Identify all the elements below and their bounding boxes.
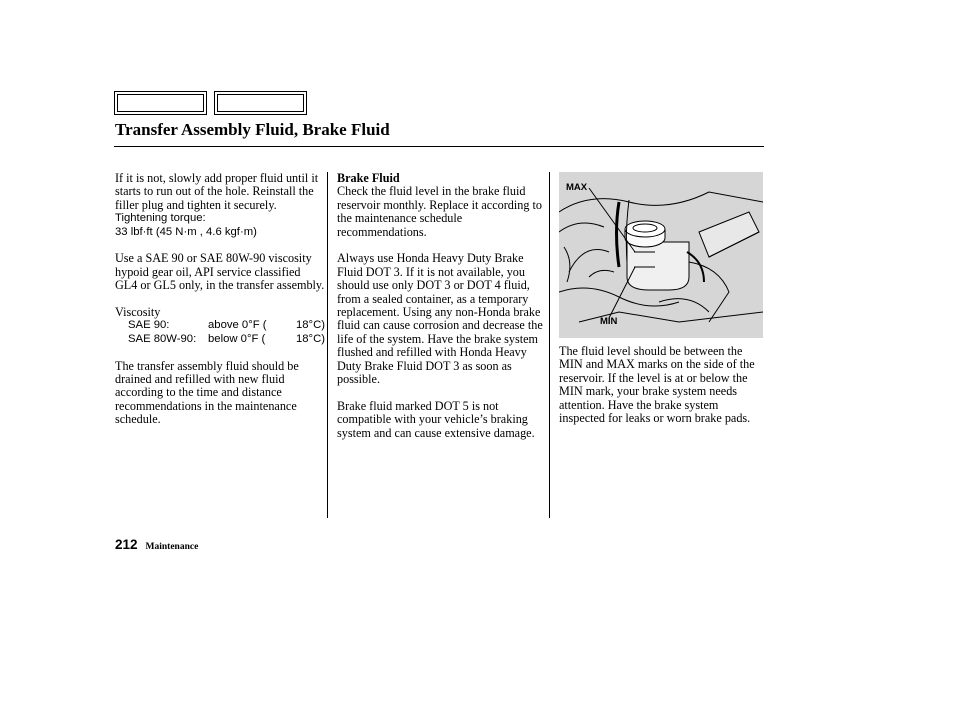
viscosity-label: Viscosity (115, 305, 161, 320)
engine-bay-drawing (559, 172, 763, 338)
page-number: 212 (115, 537, 138, 552)
column-brake-fluid (337, 172, 545, 440)
viscosity-grade: SAE 90: (128, 319, 170, 332)
page-footer (115, 536, 198, 554)
brake-fluid-heading: Brake Fluid (337, 171, 400, 185)
viscosity-row (115, 333, 325, 346)
column-transfer-fluid (115, 172, 325, 427)
column-fluid-level (559, 345, 765, 425)
page-title: Transfer Assembly Fluid, Brake Fluid (115, 120, 390, 139)
viscosity-temp: below 0°F ( (208, 332, 266, 345)
torque-label: Tightening torque: (115, 212, 206, 225)
max-label: MAX (566, 182, 588, 193)
column-divider (327, 172, 328, 518)
viscosity-grade: SAE 80W-90: (128, 332, 197, 345)
viscosity-row (115, 319, 325, 332)
viscosity-temp: above 0°F ( (208, 319, 267, 332)
brake-reservoir-illustration (559, 172, 763, 338)
nav-tab-box-right[interactable] (214, 91, 307, 115)
paragraph-check-monthly: Check the fluid level in the brake fluid reservoir monthly. Replace it according to the maintenance schedule recommendations. (337, 184, 542, 239)
paragraph-fluid-level: The fluid level should be between the MIN and MAX marks on the side of the reservoir. If the level is at or below the MIN mark, your brake system needs attention. Have the brake system inspected for leaks or worn brake pads. (559, 344, 755, 426)
nav-tab-box-left[interactable] (114, 91, 207, 115)
paragraph-refill: If it is not, slowly add proper fluid until it starts to run out of the hole. Reinstall the filler plug and tighten it securely. (115, 171, 319, 212)
paragraph-use-dot3: Always use Honda Heavy Duty Brake Fluid DOT 3. If it is not available, you should use only DOT 3 or DOT 4 fluid, from a sealed container, as a temporary replacement. Using any non-Honda brake fluid can cause corrosion and decrease the life of the system. Have the brake system flushed and refilled with Honda Heavy Duty Brake Fluid DOT 3 as soon as possible. (337, 251, 543, 387)
column-divider (549, 172, 550, 518)
torque-value: 33 lbf·ft (45 N·m , 4.6 kgf·m) (115, 225, 257, 238)
viscosity-celsius: 18°C) (295, 332, 325, 345)
paragraph-dot5-warning: Brake fluid marked DOT 5 is not compatible with your vehicle’s braking system and can cause extensive damage. (337, 398, 535, 440)
min-label: MIN (600, 316, 618, 327)
section-name: Maintenance (145, 542, 199, 552)
paragraph-gear-oil: Use a SAE 90 or SAE 80W-90 viscosity hypoid gear oil, API service classified GL4 or GL5 only, in the transfer assembly. (115, 251, 325, 293)
paragraph-drain-schedule: The transfer assembly fluid should be drained and refilled with new fluid according to the time and distance recommendations in the maintenance schedule. (115, 358, 299, 427)
viscosity-celsius: 18°C) (295, 319, 325, 332)
title-rule (114, 146, 764, 147)
